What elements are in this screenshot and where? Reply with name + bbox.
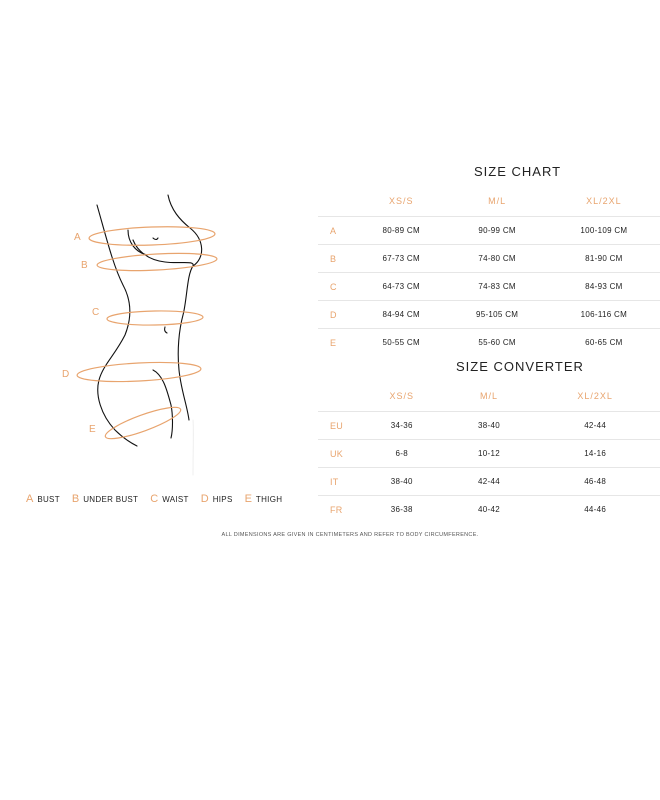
- legend-label: UNDER BUST: [83, 495, 139, 504]
- legend-label: BUST: [37, 495, 60, 504]
- table-cell: 14-16: [530, 440, 660, 468]
- table-row: [318, 301, 660, 329]
- table-cell: 81-90 CM: [548, 245, 660, 273]
- body-figure: [55, 190, 225, 480]
- size-converter-table: [318, 381, 660, 523]
- legend-letter: B: [71, 493, 80, 505]
- table-corner: [318, 381, 356, 412]
- table-cell: 84-93 CM: [548, 273, 660, 301]
- table-cell: 6-8: [356, 440, 448, 468]
- column-header: XS/S: [389, 391, 415, 401]
- table-cell: 46-48: [530, 468, 660, 496]
- measurement-legend: [26, 493, 294, 505]
- table-header-row: [318, 186, 660, 217]
- legend-letter: E: [244, 493, 252, 505]
- row-label: D: [318, 301, 356, 329]
- legend-item: [150, 493, 189, 505]
- column-header: M/L: [488, 196, 507, 206]
- column-header: XS/S: [388, 196, 414, 206]
- table-row: [318, 496, 660, 524]
- row-label: A: [318, 217, 356, 245]
- table-cell: 106-116 CM: [548, 301, 660, 329]
- table-row: [318, 440, 660, 468]
- figure-letter-e: E: [89, 424, 96, 435]
- table-row: [318, 245, 660, 273]
- table-cell: 74-80 CM: [446, 245, 547, 273]
- row-label: FR: [318, 496, 356, 524]
- row-label: C: [318, 273, 356, 301]
- table-cell: 95-105 CM: [446, 301, 547, 329]
- legend-label: HIPS: [212, 495, 233, 504]
- table-cell: 44-46: [530, 496, 660, 524]
- column-header: XL/2XL: [577, 391, 613, 401]
- figure-letter-a: A: [74, 232, 81, 243]
- size-converter-title: SIZE CONVERTER: [456, 359, 584, 374]
- table-cell: 84-94 CM: [356, 301, 446, 329]
- table-cell: 90-99 CM: [446, 217, 547, 245]
- figure-letter-c: C: [92, 307, 100, 318]
- table-row: [318, 217, 660, 245]
- table-cell: 100-109 CM: [548, 217, 660, 245]
- table-cell: 10-12: [448, 440, 531, 468]
- table-cell: 67-73 CM: [356, 245, 446, 273]
- row-label: B: [318, 245, 356, 273]
- legend-item: [26, 493, 60, 505]
- row-label: EU: [318, 412, 356, 440]
- column-header: M/L: [479, 391, 498, 401]
- table-cell: 36-38: [356, 496, 448, 524]
- legend-letter: A: [26, 493, 34, 505]
- table-header-row: [318, 381, 660, 412]
- legend-letter: C: [150, 493, 159, 505]
- table-row: [318, 329, 660, 357]
- table-cell: 42-44: [448, 468, 531, 496]
- table-cell: 42-44: [530, 412, 660, 440]
- size-chart-title: SIZE CHART: [474, 164, 562, 179]
- table-row: [318, 468, 660, 496]
- table-row: [318, 412, 660, 440]
- row-label: UK: [318, 440, 356, 468]
- table-cell: 74-83 CM: [446, 273, 547, 301]
- figure-letter-b: B: [81, 260, 88, 271]
- legend-item: [245, 493, 283, 505]
- table-cell: 80-89 CM: [356, 217, 446, 245]
- table-corner: [318, 186, 356, 217]
- legend-item: [201, 493, 233, 505]
- table-cell: 50-55 CM: [356, 329, 446, 357]
- legend-label: THIGH: [255, 495, 283, 504]
- table-row: [318, 273, 660, 301]
- table-cell: 38-40: [448, 412, 531, 440]
- legend-letter: D: [200, 493, 209, 505]
- figure-letter-d: D: [62, 369, 70, 380]
- table-cell: 64-73 CM: [356, 273, 446, 301]
- row-label: IT: [318, 468, 356, 496]
- size-chart-table: [318, 186, 660, 356]
- table-cell: 60-65 CM: [548, 329, 660, 357]
- footnote: ALL DIMENSIONS ARE GIVEN IN CENTIMETERS AND REFER TO BODY CIRCUMFERENCE.: [221, 532, 479, 538]
- table-cell: 38-40: [356, 468, 448, 496]
- table-cell: 40-42: [448, 496, 531, 524]
- column-header: XL/2XL: [586, 196, 622, 206]
- legend-item: [72, 493, 138, 505]
- table-cell: 55-60 CM: [446, 329, 547, 357]
- table-cell: 34-36: [356, 412, 448, 440]
- row-label: E: [318, 329, 356, 357]
- legend-label: WAIST: [162, 495, 189, 504]
